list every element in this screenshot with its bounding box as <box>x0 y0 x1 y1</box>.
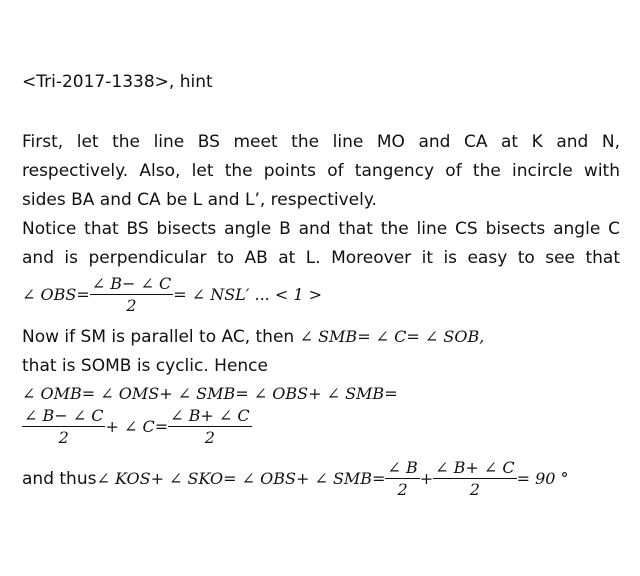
equation-lhs: ∠ OBS= <box>22 285 90 304</box>
fraction <box>385 458 419 499</box>
fraction-denominator: 2 <box>126 296 137 315</box>
fraction-denominator: 2 <box>469 480 480 499</box>
equation-omb <box>22 384 398 404</box>
paragraph-line: Notice that BS bisects angle B and that the line CS bisects angle C <box>22 219 620 239</box>
fraction <box>90 274 173 315</box>
equation-end: = 90 ° <box>516 469 569 488</box>
fraction-numerator: ∠ B+ ∠ C <box>170 406 250 425</box>
fraction-numerator: ∠ B+ ∠ C <box>435 458 515 477</box>
paragraph-line: First, let the line BS meet the line MO and CA at K and N, <box>22 132 620 152</box>
equation-rhs: = ∠ NSL′ ... < 1 > <box>173 285 323 304</box>
equation-fraction-sum <box>22 406 252 447</box>
equation-middle: + ∠ C= <box>105 417 169 436</box>
inline-math: ∠ KOS+ ∠ SKO= ∠ OBS+ ∠ SMB= <box>96 469 386 488</box>
fraction-numerator: ∠ B− ∠ C <box>91 274 172 293</box>
fraction-numerator: ∠ B <box>387 458 418 477</box>
inline-math: ∠ SMB= ∠ C= ∠ SOB, <box>299 327 485 346</box>
fraction-denominator: 2 <box>58 428 69 447</box>
fraction-denominator: 2 <box>204 428 215 447</box>
text-run: and thus <box>22 468 97 489</box>
hint-header: <Tri-2017-1338>, hint <box>22 72 213 92</box>
paragraph-line: sides BA and CA be L and L’, respectively. <box>22 190 377 210</box>
equation-obs <box>22 274 322 315</box>
paragraph-line: and is perpendicular to AB at L. Moreover it is easy to see that <box>22 248 620 268</box>
equation-text: ∠ OMB= ∠ OMS+ ∠ SMB= ∠ OBS+ ∠ SMB= <box>22 384 398 403</box>
fraction <box>433 458 516 499</box>
paragraph-line: respectively. Also, let the points of tangency of the incircle with <box>22 161 620 181</box>
plus-sign: + <box>419 469 434 488</box>
fraction-numerator: ∠ B− ∠ C <box>24 406 104 425</box>
fraction-denominator: 2 <box>397 480 408 499</box>
equation-kos <box>22 458 569 499</box>
paragraph-line: that is SOMB is cyclic. Hence <box>22 356 268 376</box>
paragraph-line <box>22 327 484 347</box>
text-run: Now if SM is parallel to AC, then <box>22 327 300 347</box>
fraction <box>168 406 251 447</box>
fraction <box>22 406 105 447</box>
